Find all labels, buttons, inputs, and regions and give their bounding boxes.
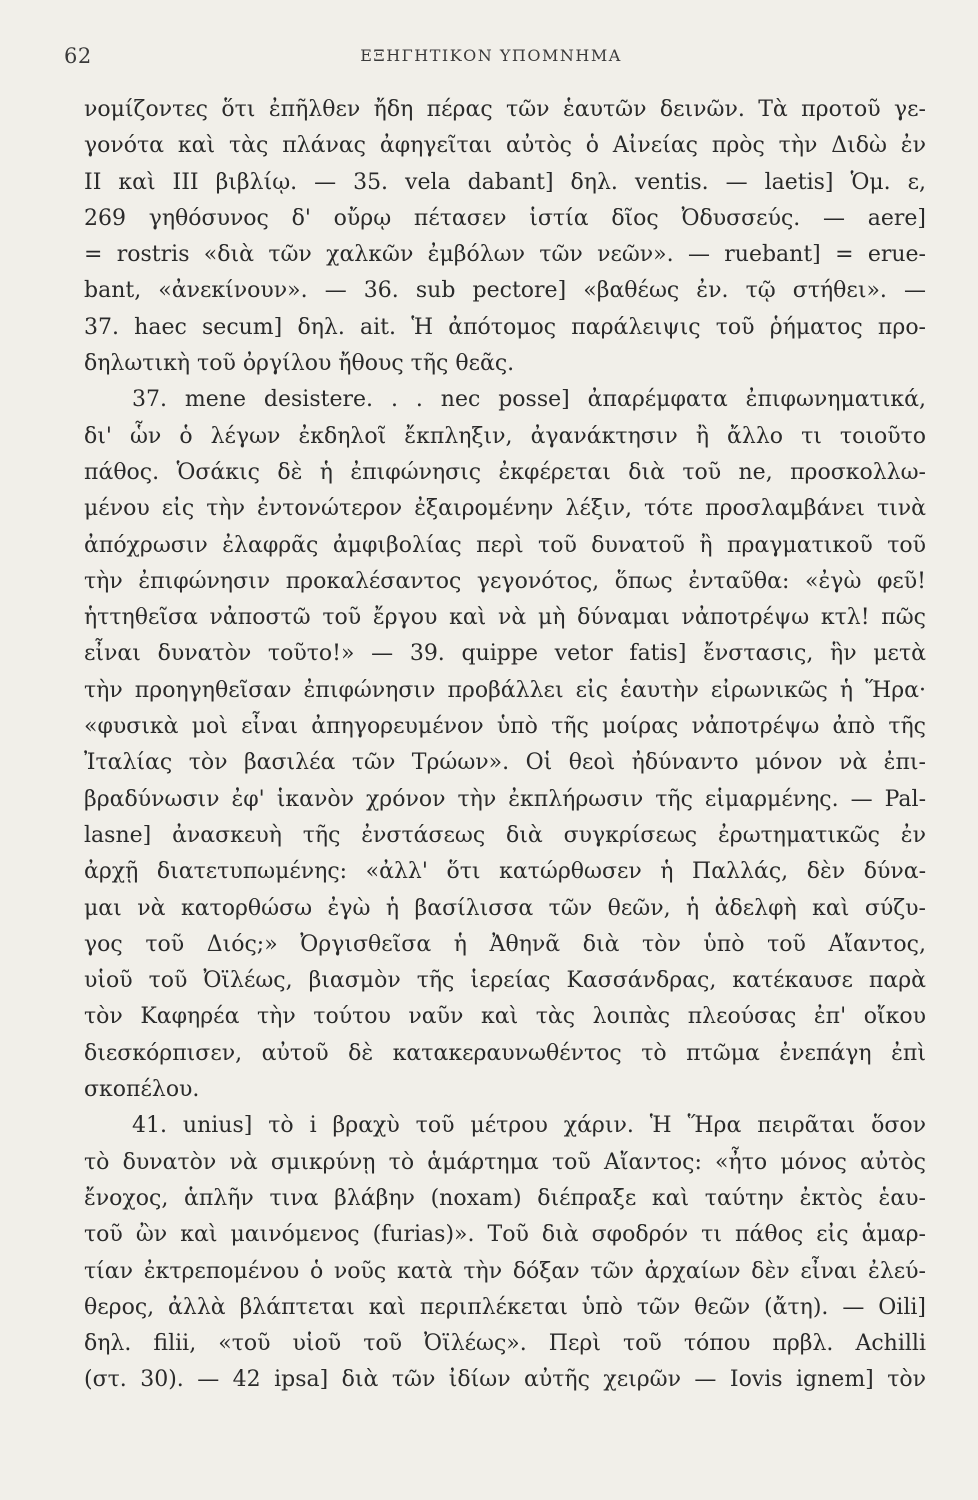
running-title: ΕΞΗΓΗΤΙΚΟΝ ΥΠΟΜΝΗΜΑ: [360, 46, 622, 65]
text-line: μαι νὰ κατορθώσω ἐγὼ ἡ βασίλισσα τῶν θεῶν, ἡ ἀδελφὴ καὶ σύζυ-: [84, 895, 926, 921]
text-line: εἶναι δυνατὸν τοῦτο!» — 39. quippe vetor fatis] ἔνστασις, ἣν μετὰ: [84, 641, 926, 667]
page-header: [64, 44, 918, 74]
text-line: τίαν ἐκτρεπομένου ὁ νοῦς κατὰ τὴν δόξαν τῶν ἀρχαίων δὲν εἶναι ἐλεύ-: [84, 1258, 926, 1284]
text-line: 37. haec secum] δηλ. ait. Ἡ ἀπότομος παράλειψις τοῦ ῥήματος προ-: [84, 314, 926, 340]
text-line: 37. mene desistere. . . nec posse] ἀπαρέμφατα ἐπιφωνηματικά,: [132, 387, 926, 413]
text-line: θερος, ἀλλὰ βλάπτεται καὶ περιπλέκεται ὑπὸ τῶν θεῶν (ἄτη). — Oili]: [84, 1294, 926, 1320]
text-line: γος τοῦ Διός;» Ὀργισθεῖσα ἡ Ἀθηνᾶ διὰ τὸν ὑπὸ τοῦ Αἴαντος,: [84, 931, 926, 957]
page-number: 62: [64, 44, 92, 68]
text-line: «φυσικὰ μοὶ εἶναι ἀπηγορευμένον ὑπὸ τῆς μοίρας νἀποτρέψω ἀπὸ τῆς: [84, 714, 926, 740]
text-line: τὸ δυνατὸν νὰ σμικρύνῃ τὸ ἁμάρτημα τοῦ Αἴαντος: «ἦτο μόνος αὐτὸς: [84, 1149, 926, 1175]
text-line: = rostris «διὰ τῶν χαλκῶν ἐμβόλων τῶν νεῶν». — ruebant] = erue-: [84, 242, 926, 268]
text-line: πάθος. Ὁσάκις δὲ ἡ ἐπιφώνησις ἐκφέρεται διὰ τοῦ ne, προσκολλω-: [84, 459, 926, 485]
text-line: 269 γηθόσυνος δ' οὔρῳ πέτασεν ἱστία δῖος Ὀδυσσεύς. — aere]: [84, 205, 926, 231]
text-line: τοῦ ὢν καὶ μαινόμενος (furias)». Τοῦ διὰ σφοδρόν τι πάθος εἰς ἁμαρ-: [84, 1222, 926, 1248]
text-line: τὸν Καφηρέα τὴν τούτου ναῦν καὶ τὰς λοιπὰς πλεούσας ἐπ' οἴκου: [84, 1004, 926, 1030]
text-line: (στ. 30). — 42 ipsa] διὰ τῶν ἰδίων αὐτῆς χειρῶν — Iovis ignem] τὸν: [84, 1367, 926, 1393]
text-line: lasne] ἀνασκευὴ τῆς ἐνστάσεως διὰ συγκρίσεως ἐρωτηματικῶς ἐν: [84, 822, 926, 848]
text-line: νομίζοντες ὅτι ἐπῆλθεν ἤδη πέρας τῶν ἑαυτῶν δεινῶν. Τὰ προτοῦ γε-: [84, 97, 926, 122]
text-line: δηλωτικὴ τοῦ ὀργίλου ἤθους τῆς θεᾶς.: [84, 351, 515, 377]
text-line: Ἰταλίας τὸν βασιλέα τῶν Τρώων». Οἱ θεοὶ ἠδύναντο μόνον νὰ ἐπι-: [84, 750, 926, 776]
text-line: ἀρχῇ διατετυπωμένης: «ἀλλ' ὅτι κατώρθωσεν ἡ Παλλάς, δὲν δύνα-: [84, 859, 926, 885]
text-line: ἔνοχος, ἁπλῆν τινα βλάβην (noxam) διέπραξε καὶ ταύτην ἐκτὸς ἑαυ-: [84, 1185, 926, 1211]
text-line: διεσκόρπισεν, αὐτοῦ δὲ κατακεραυνωθέντος τὸ πτῶμα ἐνεπάγη ἐπὶ: [84, 1040, 926, 1066]
text-line: ἀπόχρωσιν ἐλαφρᾶς ἀμφιβολίας περὶ τοῦ δυνατοῦ ἢ πραγματικοῦ τοῦ: [84, 532, 926, 558]
text-line: ἡττηθεῖσα νἀποστῶ τοῦ ἔργου καὶ νὰ μὴ δύναμαι νἀποτρέψω κτλ! πῶς: [84, 605, 926, 631]
text-line: τὴν προηγηθεῖσαν ἐπιφώνησιν προβάλλει εἰς ἑαυτὴν εἰρωνικῶς ἡ Ἥρα·: [84, 677, 926, 703]
text-line: μένου εἰς τὴν ἐντονώτερον ἐξαιρομένην λέξιν, τότε προσλαμβάνει τινὰ: [84, 496, 926, 522]
commentary-text: [84, 92, 926, 1399]
text-line: δηλ. filii, «τοῦ υἱοῦ τοῦ Ὀϊλέως». Περὶ τοῦ τόπου πρβλ. Achilli: [84, 1331, 926, 1357]
text-line: bant, «ἀνεκίνουν». — 36. sub pectore] «βαθέως ἐν. τῷ στήθει». —: [84, 278, 926, 304]
text-line: βραδύνωσιν ἐφ' ἱκανὸν χρόνον τὴν ἐκπλήρωσιν τῆς εἱμαρμένης. — Pal-: [84, 786, 926, 812]
text-line: γονότα καὶ τὰς πλάνας ἀφηγεῖται αὐτὸς ὁ Αἰνείας πρὸς τὴν Διδὼ ἐν: [84, 133, 926, 159]
text-line: 41. unius] τὸ i βραχὺ τοῦ μέτρου χάριν. Ἡ Ἥρα πειρᾶται ὅσον: [132, 1113, 926, 1139]
text-line: II καὶ III βιβλίῳ. — 35. vela dabant] δηλ. ventis. — laetis] Ὁμ. ε,: [84, 169, 926, 195]
text-line: τὴν ἐπιφώνησιν προκαλέσαντος γεγονότος, ὅπως ἐνταῦθα: «ἐγὼ φεῦ!: [84, 568, 926, 594]
text-line: υἱοῦ τοῦ Ὀϊλέως, βιασμὸν τῆς ἱερείας Κασσάνδρας, κατέκαυσε παρὰ: [84, 968, 926, 994]
text-line: σκοπέλου.: [84, 1077, 200, 1103]
text-line: δι' ὧν ὁ λέγων ἐκδηλοῖ ἔκπληξιν, ἀγανάκτησιν ἢ ἄλλο τι τοιοῦτο: [84, 423, 926, 449]
